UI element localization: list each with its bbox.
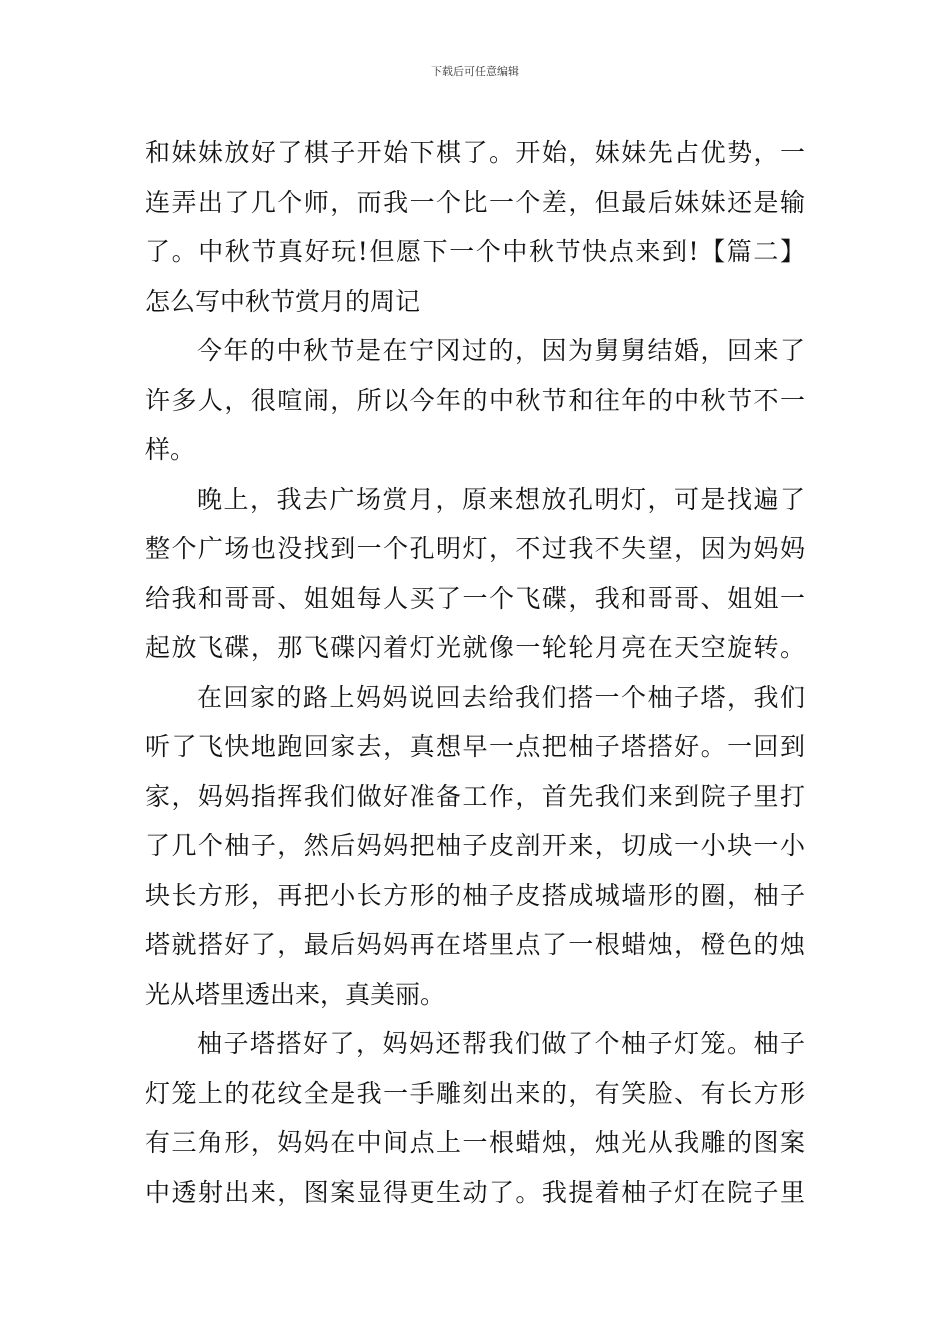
text-line: 晚上，我去广场赏月，原来想放孔明灯，可是找遍了 (197, 484, 805, 514)
text-line: 起放飞碟，那飞碟闪着灯光就像一轮轮月亮在天空旋转。 (145, 633, 805, 662)
text-line: 和妹妹放好了棋子开始下棋了。开始，妹妹先占优势，一 (145, 138, 805, 167)
page-header: 下载后可任意编辑 (431, 65, 519, 78)
text-line: 许多人，很喧闹，所以今年的中秋节和往年的中秋节不一 (145, 385, 805, 415)
text-line: 块长方形，再把小长方形的柚子皮搭成城墙形的圈，柚子 (145, 880, 805, 910)
text-line: 柚子塔搭好了，妈妈还帮我们做了个柚子灯笼。柚子 (197, 1029, 805, 1058)
text-line: 样。 (145, 435, 196, 464)
text-line: 在回家的路上妈妈说回去给我们搭一个柚子塔，我们 (197, 682, 805, 712)
text-line: 光从塔里透出来，真美丽。 (145, 979, 446, 1009)
text-line: 今年的中秋节是在宁冈过的，因为舅舅结婚，回来了 (197, 336, 805, 365)
text-line: 有三角形，妈妈在中间点上一根蜡烛，烛光从我雕的图案 (145, 1128, 805, 1157)
body-text (145, 128, 805, 1217)
text-line: 听了飞快地跑回家去，真想早一点把柚子塔搭好。一回到 (145, 732, 805, 761)
text-line: 塔就搭好了，最后妈妈再在塔里点了一根蜡烛，橙色的烛 (145, 930, 805, 959)
text-line: 给我和哥哥、姐姐每人买了一个飞碟，我和哥哥、姐姐一 (145, 583, 805, 613)
text-line: 怎么写中秋节赏月的周记 (145, 286, 421, 316)
text-line: 整个广场也没找到一个孔明灯，不过我不失望，因为妈妈 (145, 534, 805, 563)
text-line: 中透射出来，图案显得更生动了。我提着柚子灯在院子里 (145, 1177, 805, 1207)
text-line: 连弄出了几个师，而我一个比一个差，但最后妹妹还是输 (145, 187, 805, 217)
text-line: 灯笼上的花纹全是我一手雕刻出来的，有笑脸、有长方形 (145, 1078, 805, 1108)
text-line: 了几个柚子，然后妈妈把柚子皮剖开来，切成一小块一小 (145, 831, 805, 860)
text-line: 了。中秋节真好玩!但愿下一个中秋节快点来到!【篇二】 (145, 237, 805, 266)
text-line: 家，妈妈指挥我们做好准备工作，首先我们来到院子里打 (145, 781, 805, 811)
